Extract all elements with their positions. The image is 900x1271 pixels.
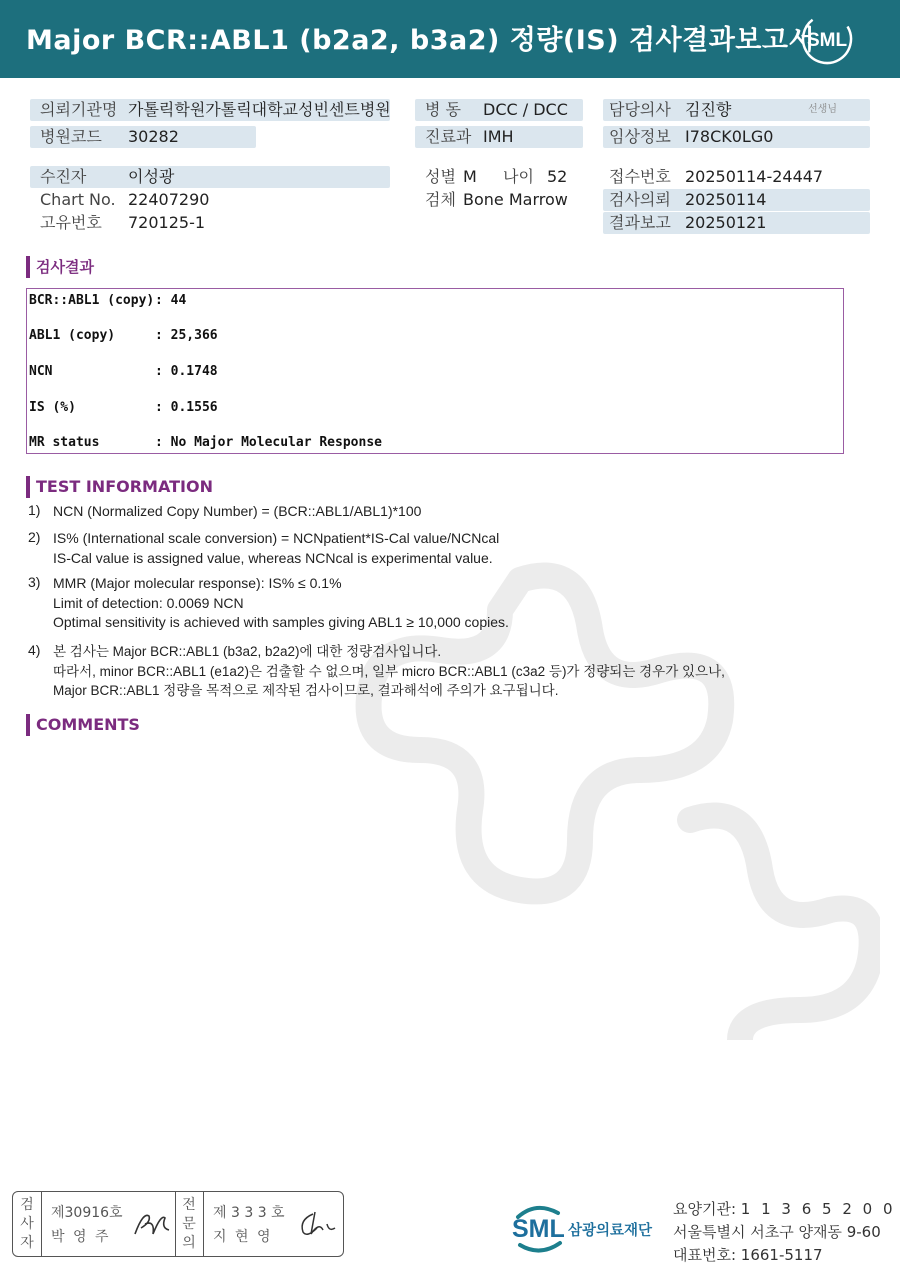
- result-line: [29, 293, 186, 308]
- institution-code-line: [673, 1198, 896, 1221]
- receipt-label: 접수번호: [609, 167, 671, 186]
- result-line: [29, 364, 218, 379]
- test-info-line: 따라서, minor BCR::ABL1 (e1a2)은 검출할 수 없으며, 일부 micro BCR::ABL1 (c3a2 등)가 정량되는 경우가 있으나,: [53, 663, 725, 679]
- patient-name-row: [30, 166, 390, 188]
- specialist-label-char: 문: [182, 1216, 196, 1232]
- report-title: Major BCR::ABL1 (b2a2, b3a2) 정량(IS) 검사결과보고서: [26, 25, 816, 56]
- sml-logo-icon: [800, 12, 854, 66]
- phone-value: 1661-5117: [740, 1246, 823, 1264]
- test-info-text: [53, 642, 725, 701]
- signature-divider: [203, 1192, 204, 1256]
- hospital-code-label: 병원코드: [40, 127, 102, 146]
- request-row: [603, 189, 870, 211]
- report-date-label: 결과보고: [609, 213, 671, 232]
- institution-code-label: 요양기관:: [673, 1200, 737, 1218]
- test-info-text: [53, 529, 499, 568]
- examiner-label-char: 사: [20, 1216, 34, 1232]
- footer-address: 서울특별시 서초구 양재동 9-60: [673, 1223, 881, 1241]
- result-value: : 0.1556: [155, 400, 218, 415]
- test-info-line: NCN (Normalized Copy Number) = (BCR::ABL1/ABL1)*100: [53, 503, 422, 519]
- test-info-line: Optimal sensitivity is achieved with samples giving ABL1 ≥ 10,000 copies.: [53, 614, 509, 630]
- patient-name-value: 이성광: [128, 167, 175, 186]
- specialist-label-char: 전: [182, 1197, 196, 1213]
- specialist-license: 제 3 3 3 호: [213, 1205, 285, 1221]
- examiner-name: 박 영 주: [51, 1229, 111, 1245]
- hospital-code-value: 30282: [128, 127, 179, 146]
- age-label: 나이: [503, 167, 534, 186]
- footer-org-name: 삼광의료재단: [568, 1223, 653, 1239]
- test-info-line: IS-Cal value is assigned value, whereas NCNcal is experimental value.: [53, 549, 493, 566]
- sex-label: 성별: [425, 167, 456, 186]
- doctor-value: 김진향: [685, 100, 732, 119]
- ward-row: [415, 99, 583, 121]
- unique-id-value: 720125-1: [128, 213, 206, 232]
- report-date-row: [603, 212, 870, 234]
- comments-section-title: COMMENTS: [26, 714, 140, 736]
- clinical-value: I78CK0LG0: [685, 127, 774, 146]
- footer-logo-text: SML: [512, 1215, 565, 1243]
- test-info-number: 1): [28, 502, 41, 518]
- specialist-signature: [295, 1206, 339, 1242]
- test-info-line: Limit of detection: 0.0069 NCN: [53, 594, 244, 611]
- dept-row: [415, 126, 583, 148]
- phone-line: [673, 1244, 896, 1267]
- specialist-label-char: 의: [182, 1235, 196, 1251]
- result-value: : 25,366: [155, 328, 218, 343]
- test-info-line: 본 검사는 Major BCR::ABL1 (b3a2, b2a2)에 대한 정량검사입니다.: [53, 644, 442, 659]
- dept-value: IMH: [483, 127, 514, 146]
- clinical-label: 임상정보: [609, 127, 671, 146]
- test-info-text: [53, 574, 509, 633]
- hospital-code-row: [30, 126, 256, 148]
- request-value: 20250114: [685, 190, 767, 209]
- institution-row: [30, 99, 390, 121]
- specialist-name: 지 현 영: [213, 1229, 273, 1245]
- signature-box: [12, 1191, 344, 1257]
- age-value: 52: [547, 167, 568, 186]
- result-line: [29, 400, 218, 415]
- specimen-value: Bone Marrow: [463, 190, 568, 209]
- result-key: BCR::ABL1 (copy): [29, 293, 155, 308]
- doctor-label: 담당의사: [609, 100, 671, 119]
- footer-info: [673, 1198, 896, 1267]
- result-line: [29, 328, 218, 343]
- chart-no-label: Chart No.: [40, 190, 116, 209]
- examiner-license: 제30916호: [51, 1205, 123, 1221]
- signature-divider: [41, 1192, 42, 1256]
- test-info-number: 2): [28, 529, 41, 545]
- test-info-number: 4): [28, 642, 41, 658]
- institution-value: 가톨릭학원가톨릭대학교성빈센트병원: [128, 100, 391, 119]
- unique-id-row: [30, 212, 390, 234]
- result-key: NCN: [29, 364, 53, 379]
- footer-logo: [510, 1199, 670, 1261]
- sex-age-row: [415, 166, 583, 188]
- patient-name-label: 수진자: [40, 167, 87, 186]
- result-key: IS (%): [29, 400, 76, 415]
- examiner-label-char: 검: [20, 1197, 34, 1213]
- header-logo-text: SML: [806, 30, 848, 51]
- result-line: [29, 435, 382, 450]
- institution-code-value: 1 1 3 6 5 2 0 0: [740, 1200, 896, 1218]
- report-date-value: 20250121: [685, 213, 767, 232]
- examiner-label-char: 자: [20, 1235, 34, 1251]
- unique-id-label: 고유번호: [40, 213, 102, 232]
- result-value: : No Major Molecular Response: [155, 435, 382, 450]
- test-info-line: MMR (Major molecular response): IS% ≤ 0.1%: [53, 575, 342, 591]
- results-section-title: 검사결과: [26, 256, 94, 278]
- request-label: 검사의뢰: [609, 190, 671, 209]
- test-info-line: Major BCR::ABL1 정량을 목적으로 제작된 검사이므로, 결과해석에 주의가 요구됩니다.: [53, 683, 559, 698]
- test-info-number: 3): [28, 574, 41, 590]
- clinical-row: [603, 126, 870, 148]
- test-info-text: [53, 502, 421, 522]
- chart-no-value: 22407290: [128, 190, 210, 209]
- ward-value: DCC / DCC: [483, 100, 568, 119]
- receipt-row: [603, 166, 870, 188]
- result-value: : 0.1748: [155, 364, 218, 379]
- sml-footer-logo-icon: [510, 1199, 670, 1257]
- report-header: [0, 0, 900, 78]
- signature-divider: [175, 1192, 176, 1256]
- result-key: MR status: [29, 435, 100, 450]
- test-info-line: IS% (International scale conversion) = NCNpatient*IS-Cal value/NCNcal: [53, 530, 500, 546]
- chart-no-row: [30, 189, 390, 211]
- receipt-value: 20250114-24447: [685, 167, 824, 186]
- institution-label: 의뢰기관명: [40, 100, 118, 119]
- result-value: : 44: [155, 293, 187, 308]
- doctor-suffix: 선생님: [808, 104, 837, 115]
- dept-label: 진료과: [425, 127, 472, 146]
- phone-label: 대표번호:: [673, 1246, 737, 1264]
- result-key: ABL1 (copy): [29, 328, 116, 343]
- specimen-label: 검체: [425, 190, 456, 209]
- examiner-signature: [131, 1206, 175, 1242]
- doctor-row: [603, 99, 870, 121]
- specimen-row: [415, 189, 583, 211]
- results-box: [26, 288, 844, 454]
- test-info-section-title: TEST INFORMATION: [26, 476, 213, 498]
- ward-label: 병 동: [425, 100, 461, 119]
- sex-value: M: [463, 167, 477, 186]
